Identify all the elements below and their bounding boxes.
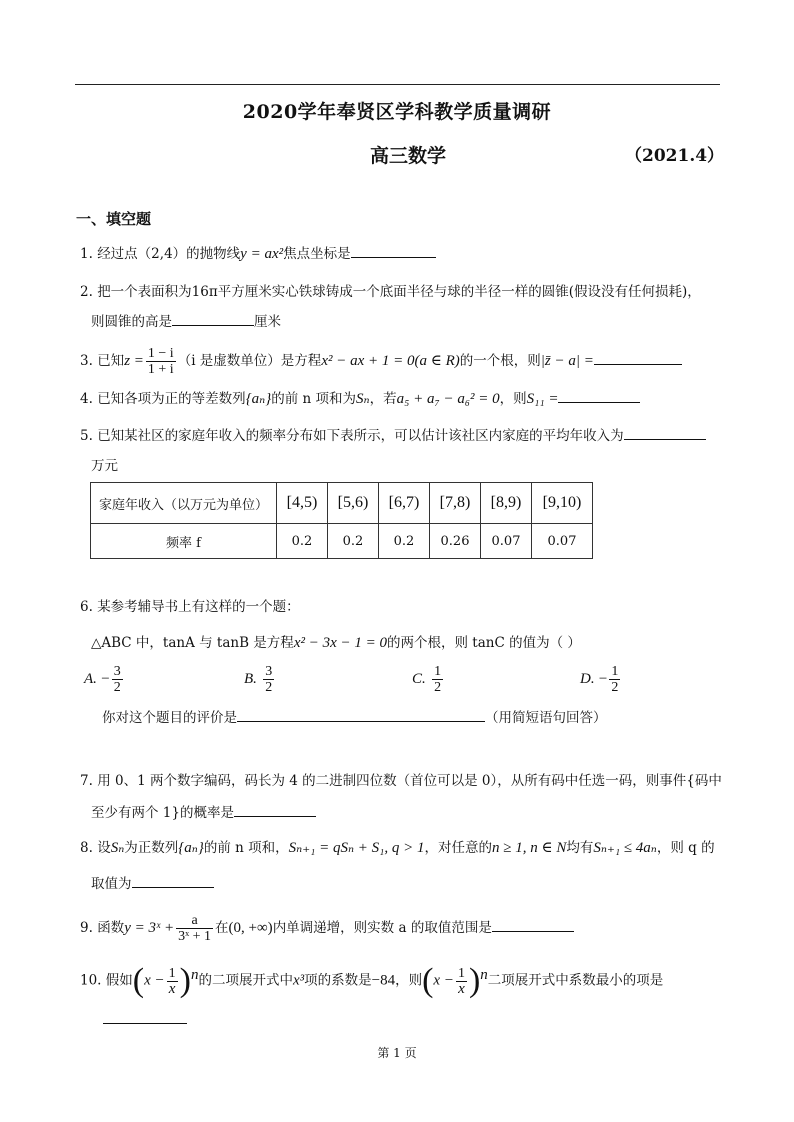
interval-cell: [6,7) bbox=[379, 483, 430, 524]
question-5: 5. 已知某社区的家庭年收入的频率分布如下表所示，可以估计该社区内家庭的平均年收入为 bbox=[80, 426, 706, 446]
interval-cell: [8,9) bbox=[481, 483, 532, 524]
frequency-table bbox=[90, 482, 593, 559]
answer-blank[interactable] bbox=[624, 427, 706, 440]
answer-blank[interactable] bbox=[103, 1011, 187, 1024]
question-10: 10. 假如(x − $\frac{1}{x}$ )$^n$的二项展开式中x³项的系数是−84，则(x − $\frac{1}{x}$ )$^n$二项展开式中系数最小的项是 bbox=[80, 962, 664, 999]
option-b[interactable]: B. $\frac{3}{2}$ bbox=[244, 664, 273, 695]
answer-blank[interactable] bbox=[237, 709, 485, 722]
exam-subject: 高三数学 bbox=[370, 145, 447, 167]
question-2-cont: 则圆锥的高是 厘米 bbox=[91, 314, 281, 330]
question-7-cont: 至少有两个 1}的概率是 bbox=[91, 803, 316, 823]
question-4: 4. 已知各项为正的等差数列{aₙ}的前 n 项和为Sₙ，若a₅ + a₇ − a₆² = 0，则S₁₁ = bbox=[80, 389, 640, 409]
question-6: 6. 某参考辅导书上有这样的一个题： bbox=[80, 599, 300, 615]
question-10-answer bbox=[103, 1010, 187, 1030]
question-6-eval: 你对这个题目的评价是 （用简短语句回答） bbox=[102, 710, 607, 726]
option-c[interactable]: C. $\frac{1}{2}$ bbox=[412, 664, 442, 695]
question-8: 8. 设Sₙ为正数列{aₙ}的前 n 项和，Sₙ₊₁ = qSₙ + S₁, q > 1，对任意的n ≥ 1, n ∈ N均有Sₙ₊₁ ≤ 4aₙ，则 q 的 bbox=[80, 840, 715, 856]
freq-cell: 0.07 bbox=[532, 524, 593, 559]
interval-cell: [7,8) bbox=[430, 483, 481, 524]
question-9: 9. 函数y = 3ˣ + $\frac{a}{\text{3ˣ + 1}}$ 在(0, +∞)内单调递增，则实数 a 的取值范围是 bbox=[80, 913, 574, 944]
interval-cell: [9,10) bbox=[532, 483, 593, 524]
answer-blank[interactable] bbox=[132, 875, 214, 888]
freq-cell: 0.2 bbox=[328, 524, 379, 559]
table-row-label: 频率 f bbox=[91, 524, 277, 559]
interval-cell: [5,6) bbox=[328, 483, 379, 524]
question-7: 7. 用 0、1 两个数字编码，码长为 4 的二进制四位数（首位可以是 0），从所有码中任选一码，则事件{码中 bbox=[80, 773, 722, 789]
exam-title: 2020学年奉贤区学科教学质量调研 bbox=[242, 101, 552, 123]
freq-cell: 0.26 bbox=[430, 524, 481, 559]
question-6-stem: △ABC 中，tanA 与 tanB 是方程x² − 3x − 1 = 0的两个根，则 tanC 的值为（ ） bbox=[91, 635, 581, 651]
answer-blank[interactable] bbox=[234, 804, 316, 817]
section-heading: 一、填空题 bbox=[76, 210, 152, 228]
table-row-label: 家庭年收入（以万元为单位） bbox=[91, 483, 277, 524]
answer-blank[interactable] bbox=[558, 390, 640, 403]
page-number: 第 1 页 bbox=[377, 1046, 417, 1060]
question-8-cont: 取值为 bbox=[91, 874, 214, 894]
freq-cell: 0.07 bbox=[481, 524, 532, 559]
answer-blank[interactable] bbox=[351, 245, 436, 258]
freq-cell: 0.2 bbox=[379, 524, 430, 559]
answer-blank[interactable] bbox=[492, 919, 574, 932]
option-d[interactable]: D. − $\frac{1}{2}$ bbox=[580, 664, 619, 695]
interval-cell: [4,5) bbox=[277, 483, 328, 524]
question-2: 2. 把一个表面积为16π平方厘米实心铁球铸成一个底面半径与球的半径一样的圆锥(假设没有任何损耗)， bbox=[80, 284, 701, 300]
header-rule bbox=[75, 84, 720, 85]
option-a[interactable]: A. − $\frac{3}{2}$ bbox=[84, 664, 121, 695]
exam-date: （2021.4） bbox=[625, 146, 725, 166]
question-5-cont: 万元 bbox=[91, 458, 118, 474]
freq-cell: 0.2 bbox=[277, 524, 328, 559]
answer-blank[interactable] bbox=[594, 352, 682, 365]
answer-blank[interactable] bbox=[172, 313, 254, 326]
question-1: 1. 经过点（2,4）的抛物线y = ax²焦点坐标是 bbox=[80, 244, 436, 264]
question-3: 3. 已知z = $\frac{1 - i}{1 + i}$ （i 是虚数单位）是方程x² − ax + 1 = 0(a ∈ R)的一个根，则|z̄ − a| = bbox=[80, 346, 682, 377]
